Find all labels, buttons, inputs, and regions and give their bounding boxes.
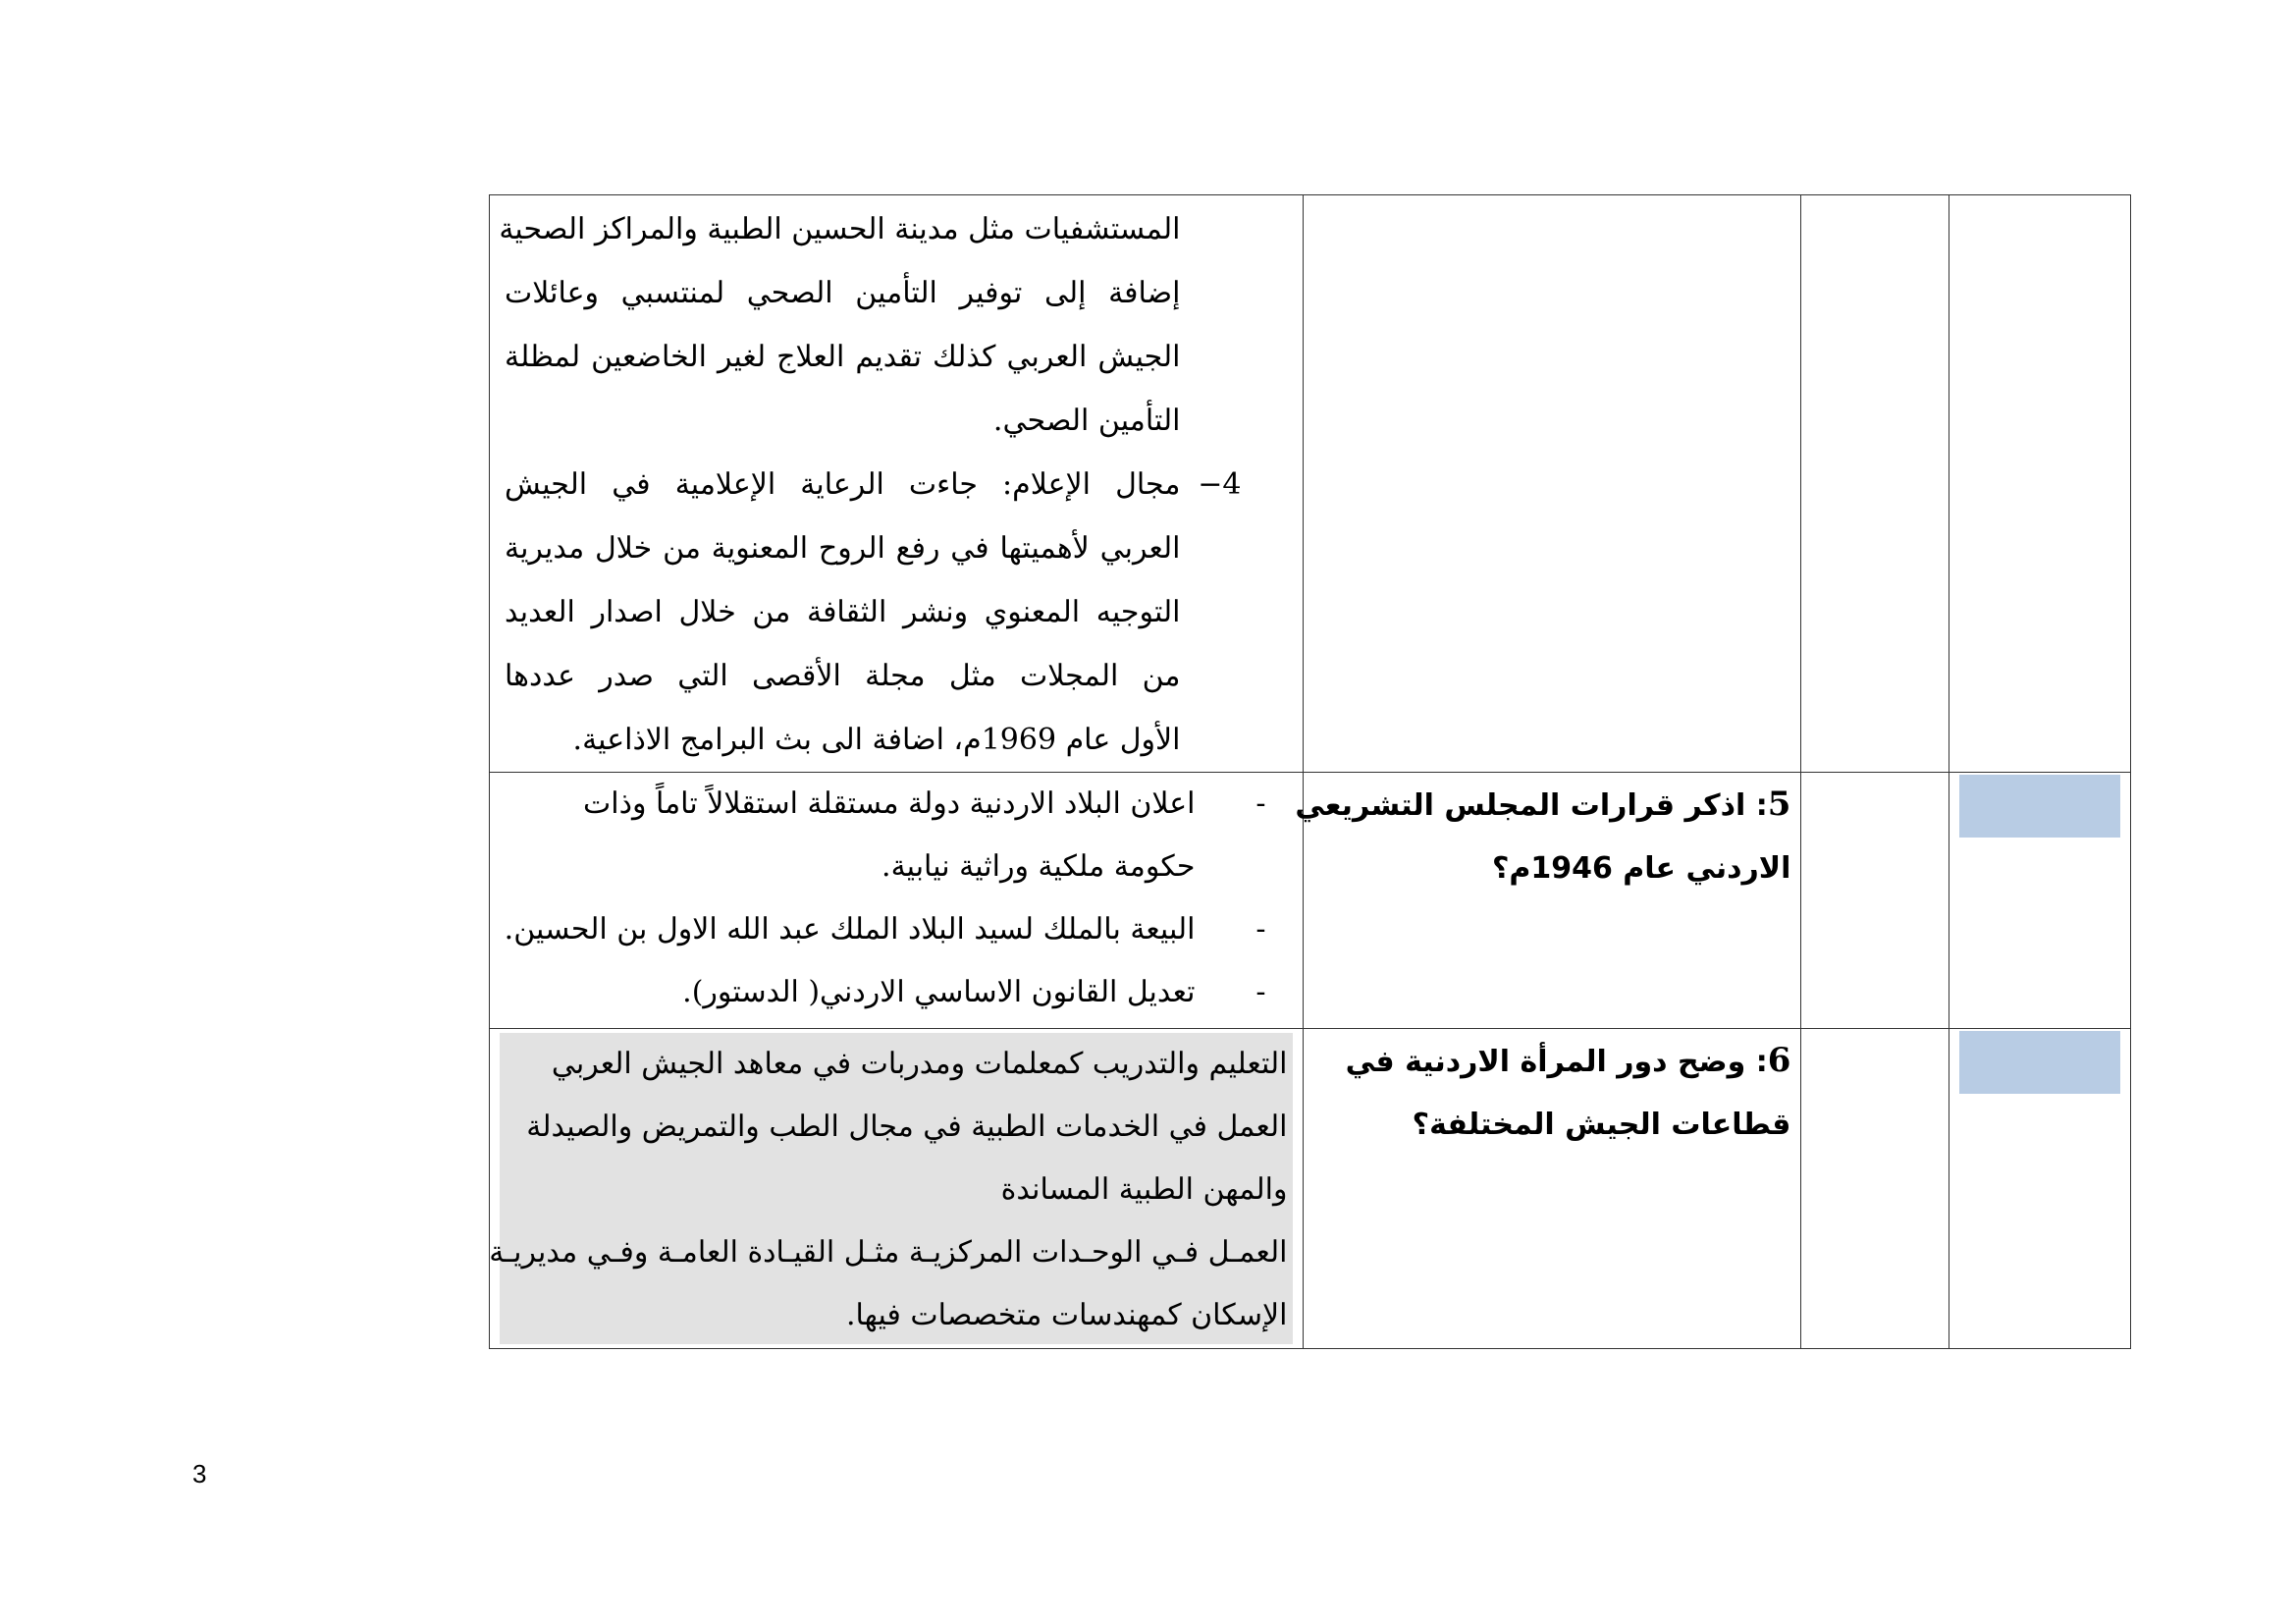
answer-line: الإسكان كمهندسات متخصصات فيها. [845,1298,1288,1332]
answer-line: التأمين الصحي. [992,404,1181,438]
table-row [490,773,2131,1029]
question-line: : وضح دور المرأة الاردنية في [1345,1045,1768,1079]
answer-line: العمـل فـي الوحـدات المركزيـة مثـل القيـادة العامـة وفـي مديريـة [489,1235,1288,1270]
question-cell [1295,773,1801,1029]
answer-line: العربي لأهميتها في رفع الروح المعنوية من خلال مديرية [505,531,1181,566]
bullet-dash: - [1255,912,1266,947]
number-cell [1949,195,2130,773]
answer-line: الأول عام 1969م، اضافة الى بث البرامج الاذاعية. [572,723,1181,757]
list-item [505,453,1242,516]
answer-line: المستشفيات مثل مدينة الحسين الطبية والمراكز الصحية [499,212,1181,246]
page-number: 3 [192,1459,207,1489]
list-number: 4− [1198,467,1242,502]
table-row [490,195,2131,773]
number-highlight-box [1959,775,2120,838]
mark-cell [1801,195,1949,773]
table-row [490,1029,2131,1349]
answer-text [490,195,1303,772]
answer-line: إضافة إلى توفير التأمين الصحي لمنتسبي وعائلات [505,276,1181,310]
bullet-text: اعلان البلاد الاردنية دولة مستقلة استقلالاً تاماً وذات [583,786,1196,821]
mark-cell [1801,1029,1949,1349]
list-item [504,898,1266,961]
question-line: قطاعات الجيش المختلفة؟ [1412,1108,1791,1142]
bullet-text-continuation: حكومة ملكية وراثية نيابية. [881,849,1196,884]
shaded-answer [489,1033,1293,1344]
number-cell [1949,1029,2130,1349]
bullet-text: تعديل القانون الاساسي الاردني( الدستور). [682,975,1196,1009]
bullet-dash: - [1255,975,1266,1009]
question-line: : اذكر قرارات المجلس التشريعي [1295,788,1768,823]
list-item [509,773,1266,836]
question-cell [1304,195,1801,773]
bullet-dash: - [1255,786,1266,821]
question-number: 5 [1767,785,1791,824]
answer-line: التوجيه المعنوي ونشر الثقافة من خلال اصدار العديد [505,595,1181,629]
bullet-text: البيعة بالملك لسيد البلاد الملك عبد الله الاول بن الحسين. [504,912,1196,947]
answer-cell [490,773,1304,1029]
question-number: 6 [1767,1041,1791,1080]
number-cell [1949,773,2130,1029]
question-line: الاردني عام 1946م؟ [1491,851,1791,886]
question-text [1295,773,1800,900]
answer-line: من المجلات مثل مجلة الأقصى التي صدر عددها [505,659,1181,693]
question-cell [1304,1029,1801,1349]
answer-line: مجال الإعلام: جاءت الرعاية الإعلامية في الجيش [505,467,1181,502]
bullet-list [490,773,1303,1024]
mark-cell [1801,773,1949,1029]
answer-cell [490,195,1304,773]
answer-line: والمهن الطبية المساندة [1000,1172,1288,1207]
answer-line: التعليم والتدريب كمعلمات ومدربات في معاهد الجيش العربي [551,1047,1288,1081]
number-highlight-box [1959,1031,2120,1094]
answer-line: الجيش العربي كذلك تقديم العلاج لغير الخاضعين لمظلة [505,340,1181,374]
questions-table [489,194,2131,1349]
list-item [509,961,1266,1024]
question-text [1304,1029,1800,1157]
answer-line: العمل في الخدمات الطبية في مجال الطب والتمريض والصيدلة [526,1110,1288,1144]
answer-cell [490,1029,1304,1349]
